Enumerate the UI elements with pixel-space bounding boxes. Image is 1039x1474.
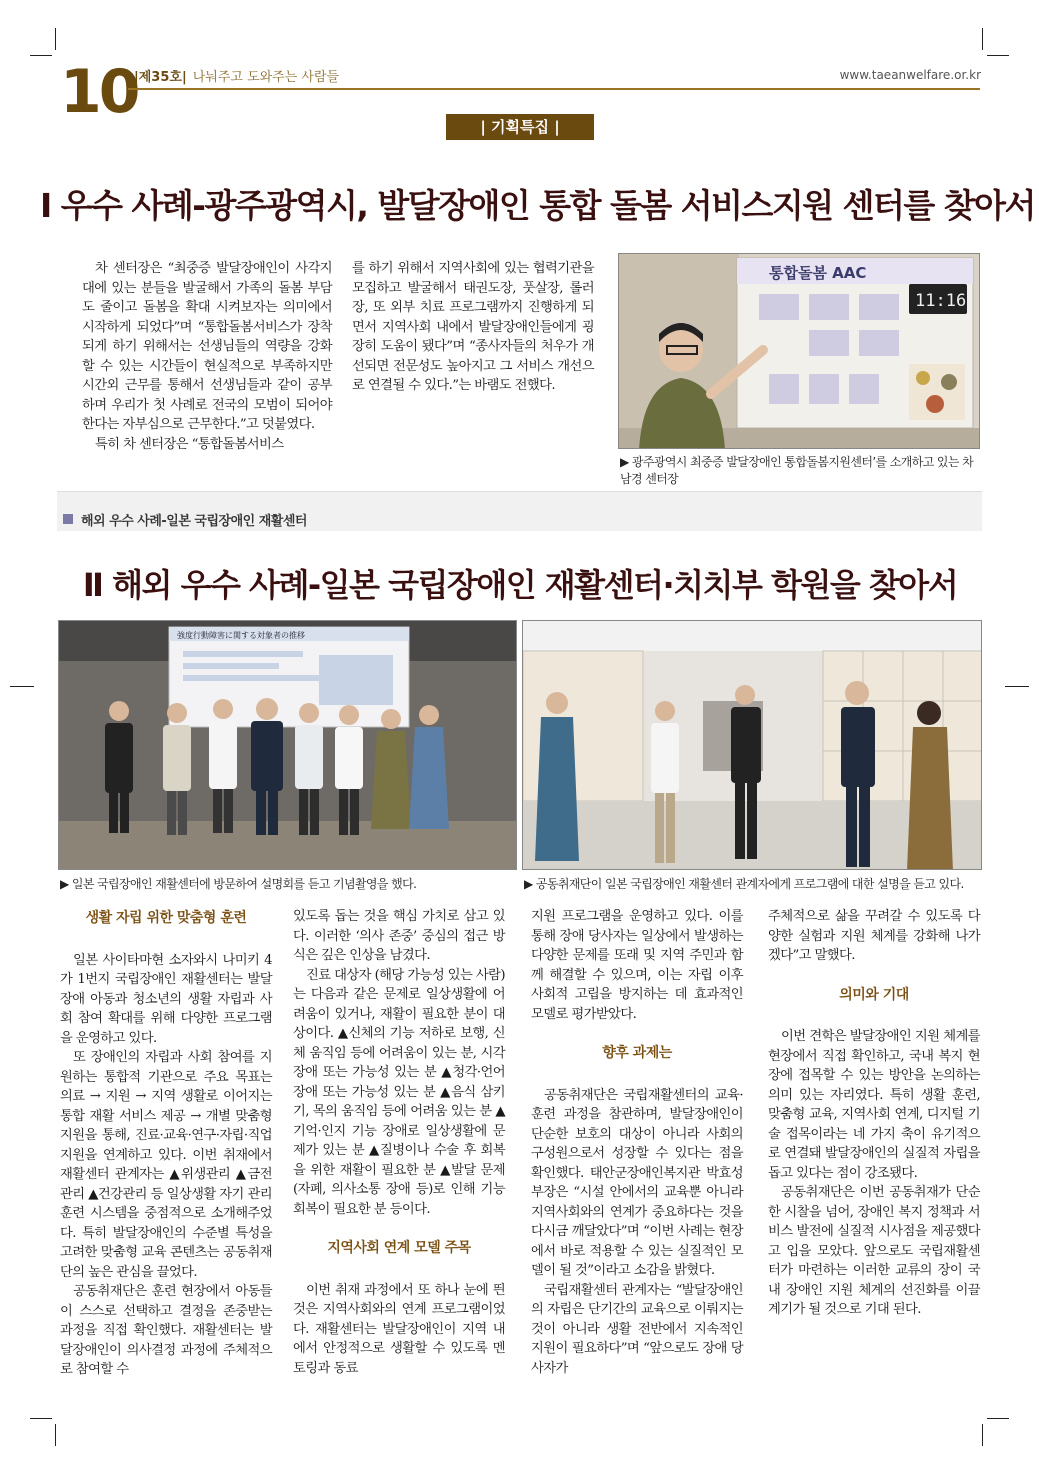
article2-column-4 bbox=[768, 907, 980, 1320]
photo-group bbox=[58, 620, 517, 870]
photo-tour bbox=[522, 620, 982, 870]
article2-column-1 bbox=[60, 907, 272, 1380]
photo-clock-text: 11:16 bbox=[915, 291, 967, 311]
headline-1: Ⅰ 우수 사례-광주광역시, 발달장애인 통합 돌봄 서비스지원 센터를 찾아서 bbox=[40, 186, 1035, 225]
section-badge: | 기획특집 | bbox=[446, 114, 594, 140]
crop-mark bbox=[987, 1418, 1009, 1419]
paragraph: 지원 프로그램을 운영하고 있다. 이를 통해 장애 당사자는 일상에서 발생하는 다양한 문제를 또래 및 지역 주민과 함께 해결할 수 있으며, 이는 자립 이후 사회적 고립을 방지하는 데 효과적인 모델로 평가받았다. bbox=[531, 909, 743, 1022]
paragraph: 주체적으로 삶을 꾸려갈 수 있도록 다양한 실험과 지원 체계를 강화해 나가겠다”고 말했다. bbox=[768, 909, 980, 963]
subhead-community-model: 지역사회 연계 모델 주목 bbox=[327, 1240, 471, 1256]
photo-sign-text: 통합돌봄 AAC bbox=[769, 264, 867, 282]
group-photo-illustration bbox=[59, 621, 517, 870]
article1-column-2 bbox=[352, 259, 594, 396]
crop-mark bbox=[30, 55, 52, 56]
photo-center-director bbox=[618, 253, 980, 449]
article2-column-3 bbox=[531, 907, 743, 1378]
paragraph: 를 하기 위해서 지역사회에 있는 협력기관을 모집하고 발굴해서 태권도장, 풋살장, 롤러장, 또 외부 치료 프로그램까지 진행하게 되면서 지역사회 내에서 발달장애인들에게 굉장히 도움이 됐다”며 “종사자들의 처우가 개선되면 전문성도 높아지고 그 서비스 개선으로 연결될 수 있다.”는 바램도 전했다. bbox=[352, 261, 594, 393]
paragraph: 있도록 돕는 것을 핵심 가치로 삼고 있다. 이러한 ‘의사 존중’ 중심의 접근 방식은 깊은 인상을 남겼다. bbox=[293, 909, 505, 963]
tour-photo-illustration bbox=[523, 621, 982, 870]
crop-mark bbox=[30, 1418, 52, 1419]
header-rule bbox=[128, 88, 980, 90]
crop-mark bbox=[982, 1424, 983, 1446]
subhead-meaning: 의미와 기대 bbox=[839, 986, 909, 1003]
paragraph: 차 센터장은 “최중증 발달장애인이 사각지대에 있는 분들을 발굴해서 가족의 돌봄 부담도 줄이고 돌봄을 확대 시켜보자는 의미에서 시작하게 되었다”며 “통합돌봄서비스가 장착되게 하기 위해서는 선생님들의 역량을 강화할 수 있는 시간들이 현실적으로 부족하지만 시간외 근무를 통해서 선생님들과 같이 공부하며 우리가 첫 사례로 전국의 모범이 되어야 한다는 자부심으로 근무한다.”고 덧붙였다. bbox=[82, 261, 332, 432]
site-url[interactable]: www.taeanwelfare.or.kr bbox=[839, 68, 981, 82]
section-strip bbox=[57, 491, 982, 531]
subhead-future-tasks: 향후 과제는 bbox=[602, 1045, 672, 1061]
subhead-daily-training: 생활 자립 위한 맞춤형 훈련 bbox=[85, 910, 247, 926]
section-strip-label: 해외 우수 사례-일본 국립장애인 재활센터 bbox=[81, 514, 307, 529]
crop-mark bbox=[55, 1424, 56, 1446]
square-bullet-icon bbox=[63, 514, 73, 524]
paragraph: 공동취재단은 훈련 현장에서 아동들이 스스로 선택하고 결정을 존중받는 과정을 직접 확인했다. 재활센터는 발달장애인이 의사결정 과정에 주체적으로 참여할 수 bbox=[60, 1284, 272, 1377]
crop-mark bbox=[987, 55, 1009, 56]
crop-mark bbox=[55, 28, 56, 50]
photo-caption-left: ▶ 일본 국립장애인 재활센터에 방문하여 설명회를 듣고 기념촬영을 했다. bbox=[60, 877, 417, 891]
paragraph: 공동취재단은 국립재활센터의 교육·훈련 과정을 참관하며, 발달장애인이 단순한 보호의 대상이 아니라 사회의 구성원으로서 성장할 수 있다는 점을 확인했다. 태안군장애인복지관 박효성 부장은 “시설 안에서의 교육뿐 아니라 지역사회와의 연계가 중요하다는 것을 다시금 깨달았다”며 “이번 사례는 현장에서 바로 적용할 수 있는 실질적인 모델이 될 것”이라고 소감을 밝혔다. bbox=[531, 1087, 743, 1278]
paragraph: 일본 사이타마현 소자와시 나미키 4가 1번지 국립장애인 재활센터는 발달 장애 아동과 청소년의 생활 자립과 사회 참여 확대를 위해 다양한 프로그램을 운영하고 있다. bbox=[60, 952, 272, 1046]
paragraph: 진료 대상자 (해당 가능성 있는 사람)는 다음과 같은 문제로 일상생활에 어려움이 있거나, 재활이 필요한 분이 대상이다. ▲신체의 기능 저하로 보행, 신체 움직임 등에 어려움이 있는 분, 시각 장애 또는 가능성 있는 분 ▲청각·언어 장애 또는 가능성 있는 분 ▲음식 삼키기, 목의 움직임 등에 어려움 있는 분 ▲기억·인지 기능 장애로 일상생활에 문제가 있는 분 ▲질병이나 수술 후 회복을 위한 재활이 필요한 분 ▲발달 문제(자폐, 의사소통 장애 등)로 인해 기능 회복이 필요한 분 등이다. bbox=[293, 967, 505, 1217]
paragraph: 또 장애인의 자립과 사회 참여를 지원하는 통합적 기관으로 주요 목표는 의료 → 지원 → 지역 생활로 이어지는 통합 재활 서비스 제공 → 개별 맞춤형 지원을 통해, 진료·교육·연구·자립·직업 지원을 연계하고 있다. 이번 취재에서 재활센터 관계자는 ▲위생관리 ▲금전관리 ▲건강관리 등 일상생활 자기 관리 훈련 시스템을 중점적으로 소개해주었다. 특히 발달장애인의 수준별 특성을 고려한 맞춤형 교육 콘텐츠는 공동취재단의 높은 관심을 끌었다. bbox=[60, 1050, 272, 1280]
crop-mark bbox=[10, 686, 34, 687]
page-number: 10 bbox=[60, 57, 138, 127]
photo-illustration bbox=[619, 254, 980, 449]
crop-mark bbox=[982, 28, 983, 50]
paragraph: 이번 취재 과정에서 또 하나 눈에 띈 것은 지역사회와의 연계 프로그램이었다. 재활센터는 발달장애인이 지역 내에서 안정적으로 생활할 수 있도록 멘토링과 동료 bbox=[293, 1282, 505, 1376]
photo-caption-right: ▶ 공동취재단이 일본 국립장애인 재활센터 관계자에게 프로그램에 대한 설명을 듣고 있다. bbox=[524, 877, 964, 891]
paragraph: 특히 차 센터장은 “통합돌봄서비스 bbox=[95, 436, 284, 452]
headline-2: Ⅱ 해외 우수 사례-일본 국립장애인 재활센터·치치부 학원을 찾아서 bbox=[82, 566, 958, 604]
slogan: 나눠주고 도와주는 사람들 bbox=[192, 70, 340, 85]
paragraph: 공동취재단은 이번 공동취재가 단순한 시찰을 넘어, 장애인 복지 정책과 서비스 발전에 실질적 시사점을 제공했다고 입을 모았다. 앞으로도 국립재활센터가 마련하는 이러한 교류의 장이 국내 장애인 지원 체계의 선진화를 이끌 계기가 될 것으로 기대 된다. bbox=[768, 1185, 980, 1317]
crop-mark bbox=[1005, 686, 1029, 687]
slide-title: 強度行動障害に関する対象者の推移 bbox=[177, 631, 305, 640]
issue-number: |제35호| bbox=[134, 70, 187, 85]
article2-column-2 bbox=[293, 907, 505, 1378]
photo-caption-1: ▶ 광주광역시 최중증 발달장애인 통합돌봄지원센터’를 소개하고 있는 차남경 센터장 bbox=[620, 455, 974, 486]
issue-label bbox=[134, 66, 339, 85]
paragraph: 국립재활센터 관계자는 “발달장애인의 자립은 단기간의 교육으로 이뤄지는 것이 아니라 생활 전반에서 지속적인 지원이 필요하다”며 “앞으로도 장애 당사자가 bbox=[531, 1282, 743, 1376]
article1-column-1 bbox=[82, 259, 332, 454]
paragraph: 이번 견학은 발달장애인 지원 체계를 현장에서 직접 확인하고, 국내 복지 현장에 접목할 수 있는 방안을 논의하는 의미 있는 자리였다. 특히 생활 훈련, 맞춤형 교육, 지역사회 연계, 디지털 기술 접목이라는 네 가지 축이 유기적으로 연결돼 발달장애인의 실질적 자립을 돕고 있다는 점이 강조됐다. bbox=[768, 1029, 980, 1181]
